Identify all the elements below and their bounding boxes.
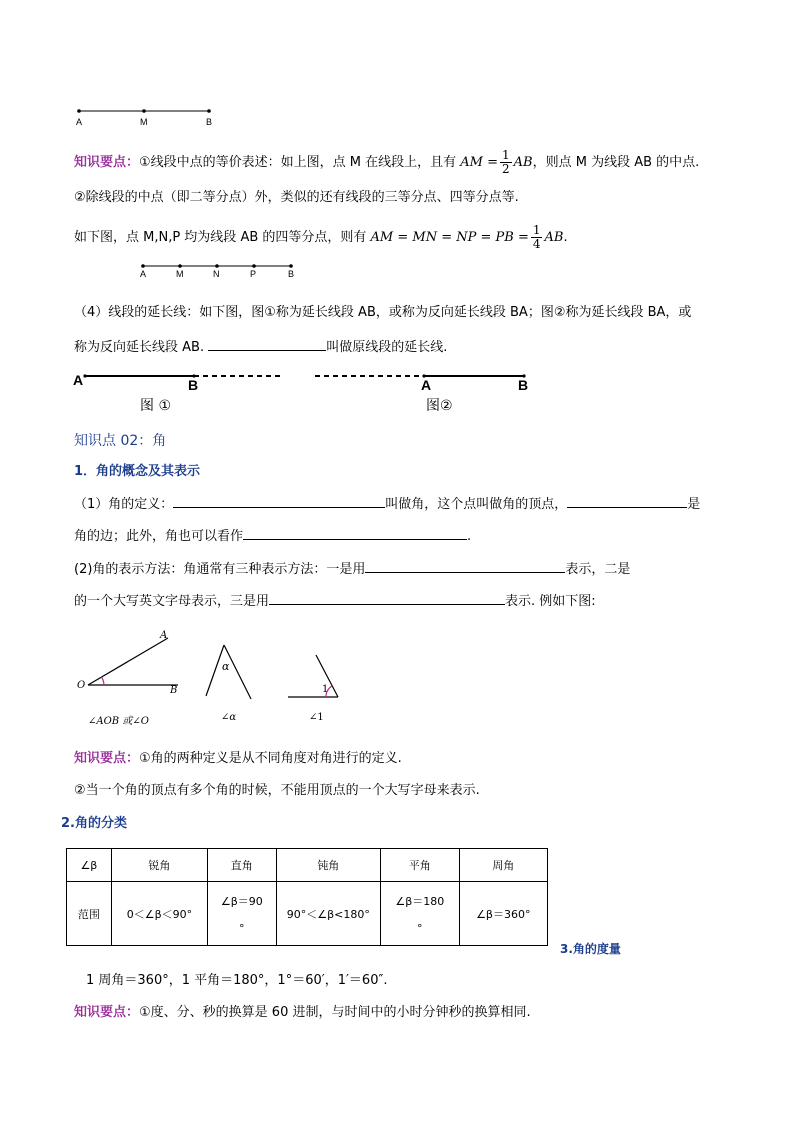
def-line2: 角的边；此外，角也可以看作 . xyxy=(74,529,472,544)
blank-extension xyxy=(208,338,326,351)
header-straight: 平角 xyxy=(381,849,459,882)
cell-full: ∠β＝360° xyxy=(459,882,547,946)
label-a: A xyxy=(140,269,147,279)
label-alpha: α xyxy=(222,660,230,673)
fig1-caption: 图 ① xyxy=(140,398,172,414)
caption-one: ∠1 xyxy=(309,712,324,723)
blank-alt-definition xyxy=(243,527,467,540)
kp3-line2: ②当一个角的顶点有多个角的时候，不能用顶点的一个大写字母来表示. xyxy=(74,783,480,798)
kp1-label: 知识要点： xyxy=(74,155,140,170)
header-acute: 锐角 xyxy=(111,849,207,882)
caption-alpha: ∠α xyxy=(221,712,237,723)
fig2-caption: 图② xyxy=(426,398,453,414)
kp1-line1: 知识要点：①线段中点的等价表述：如上图，点 M 在线段上，且有 AM = $\frac{1}{2}$ AB，则点 M 为线段 AB 的中点. xyxy=(74,148,700,176)
fig1-label-a: A xyxy=(73,372,84,388)
def-line1: （1）角的定义： 叫做角，这个点叫做角的顶点， 是 xyxy=(74,497,701,512)
measure-heading: 3.角的度量 xyxy=(560,942,621,956)
segment-amnpb-figure xyxy=(135,258,305,288)
point-n xyxy=(215,264,219,268)
point-a xyxy=(77,109,81,113)
cell-straight: ∠β＝180 ° xyxy=(381,882,459,946)
point-b xyxy=(207,109,211,113)
blank-rep1 xyxy=(365,560,565,573)
label-p: P xyxy=(250,269,257,279)
blank-definition xyxy=(173,495,385,508)
kp1-line2: ②除线段的中点（即二等分点）外，类似的还有线段的三等分点、四等分点等. xyxy=(74,190,519,205)
point-m xyxy=(178,264,182,268)
point-p xyxy=(252,264,256,268)
point-b xyxy=(289,264,293,268)
header-right: 直角 xyxy=(208,849,277,882)
fraction-half: $\frac{1}{2}$ xyxy=(502,148,510,176)
cell-obtuse: 90°＜∠β<180° xyxy=(276,882,381,946)
table-row xyxy=(67,882,548,946)
label-n: N xyxy=(213,269,220,279)
measure-line: 1 周角＝360°，1 平角＝180°，1°＝60′，1′＝60″. xyxy=(86,973,388,988)
extension-figure xyxy=(70,365,540,395)
classify-heading: 2.角的分类 xyxy=(61,816,127,831)
fig1-label-b: B xyxy=(188,377,199,393)
angle-classification-table xyxy=(66,848,548,946)
rep-line2: 的一个大写英文字母表示，三是用 表示. 例如下图: xyxy=(74,594,596,609)
point-a xyxy=(141,264,145,268)
point-m xyxy=(142,109,146,113)
header-obtuse: 钝角 xyxy=(276,849,381,882)
header-full: 周角 xyxy=(459,849,547,882)
blank-rep3 xyxy=(269,592,505,605)
kp2-heading: 知识点 02：角 xyxy=(74,433,167,449)
row-label: 范围 xyxy=(67,882,112,946)
kp3-line1: 知识要点：①角的两种定义是从不同角度对角进行的定义. xyxy=(74,751,402,766)
kp4-line1: 知识要点：①度、分、秒的换算是 60 进制，与时间中的小时分钟秒的换算相同. xyxy=(74,1005,531,1020)
ext-line1: （4）线段的延长线：如下图，图①称为延长线段 AB，或称为反向延长线段 BA；图②称为延长线段 BA，或 xyxy=(74,305,692,320)
fraction-quarter: $\frac{1}{4}$ xyxy=(532,223,541,251)
blank-sides xyxy=(567,495,687,508)
label-o: O xyxy=(77,680,86,691)
rep-line1: (2)角的表示方法：角通常有三种表示方法：一是用 表示，二是 xyxy=(74,562,631,577)
header-beta: ∠β xyxy=(67,849,112,882)
label-b: B xyxy=(206,117,213,127)
cell-acute: 0＜∠β＜90° xyxy=(111,882,207,946)
table-header-row xyxy=(67,849,548,882)
label-m: M xyxy=(176,269,184,279)
fig2-label-a: A xyxy=(421,377,432,393)
label-b: B xyxy=(170,685,178,696)
label-m: M xyxy=(140,117,148,127)
angle-figures xyxy=(70,625,360,705)
label-a: A xyxy=(76,117,83,127)
caption-aob: ∠AOB 或∠O xyxy=(88,716,149,727)
label-a: A xyxy=(160,630,168,641)
fig2-label-b: B xyxy=(518,377,529,393)
label-one: 1 xyxy=(322,684,329,695)
label-b: B xyxy=(288,269,295,279)
ext-line2: 称为反向延长线段 AB. 叫做原线段的延长线. xyxy=(74,340,448,355)
kp2-sub1: 1．角的概念及其表示 xyxy=(74,464,201,479)
kp1-line3: 如下图，点 M,N,P 均为线段 AB 的四等分点，则有 AM = MN = NP = PB = $\frac{1}{4}$ AB. xyxy=(74,223,568,251)
cell-right: ∠β＝90 ° xyxy=(208,882,277,946)
